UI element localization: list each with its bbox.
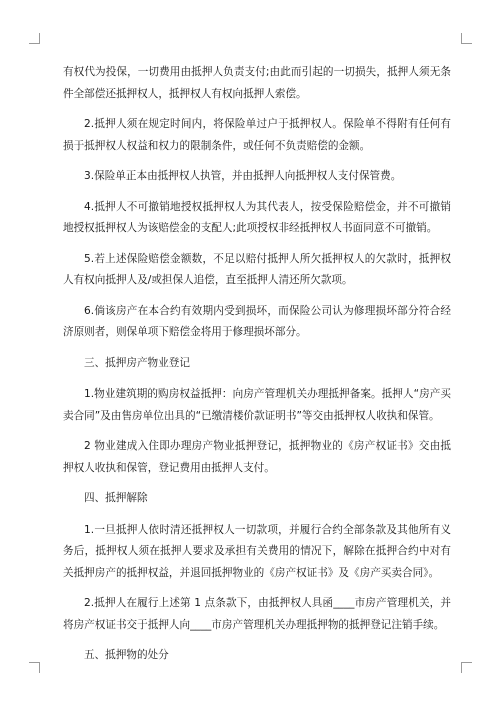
paragraph-irrevocable-authorization: 4.抵押人不可撤销地授权抵押权人为其代表人，按受保险赔偿金，并不可撤销地授权抵押权人为该赔偿金的支配人;此项授权非经抵押权人书面同意不可撤销。	[63, 200, 451, 234]
paragraph-damage-repair: 6.倘该房产在本合约有效期内受到损坏，而保险公司认为修理损坏部分符合经济原则者，则保单项下赔偿金将用于修理损坏部分。	[63, 304, 451, 338]
crop-mark-bottom-left	[29, 662, 40, 673]
paragraph-completed-property-registration: 2 物业建成入住即办理房产物业抵押登记，抵押物业的《房产权证书》交由抵押权人收执和保管，登记费用由抵押人支付。	[63, 440, 451, 474]
section-heading-release: 四、抵押解除	[84, 492, 148, 504]
paragraph-insurance-proxy: 有权代为投保，一切费用由抵押人负责支付;由此而引起的一切损失，抵押人须无条件全部偿还抵押权人，抵押权人有权向抵押人索偿。	[63, 66, 451, 100]
section-heading-disposal: 五、抵押物的处分	[84, 649, 169, 661]
paragraph-shortfall-recourse: 5.若上述保险赔偿金额数，不足以赔付抵押人所欠抵押权人的欠款时，抵押权人有权向抵押人及/或担保人追偿，直至抵押人清还所欠款项。	[63, 252, 451, 286]
document-body	[63, 62, 451, 677]
paragraph-construction-period-mortgage: 1.物业建筑期的购房权益抵押：向房产管理机关办理抵押备案。抵押人“房产买卖合同”及由售房单位出具的“已缴清楼价款证明书”等交由抵押权人收执和保管。	[63, 388, 451, 422]
paragraph-policy-custody: 3.保险单正本由抵押权人执管，并由抵押人向抵押权人支付保管费。	[84, 170, 402, 182]
crop-mark-top-left	[29, 33, 40, 44]
paragraph-deregistration: 2.抵押人在履行上述第 1 点条款下，由抵押权人具函____市房产管理机关，并将房产权证书交于抵押人向____市房产管理机关办理抵押物的抵押登记注销手续。	[63, 597, 451, 631]
paragraph-release-conditions: 1.一旦抵押人依时清还抵押权人一切款项，并履行合约全部条款及其他所有义务后，抵押权人须在抵押人要求及承担有关费用的情况下，解除在抵押合约中对有关抵押房产的抵押权益，并退回抵押物业的《房产权证书》及《房产买卖合同》。	[63, 523, 451, 579]
crop-mark-top-right	[461, 33, 472, 44]
paragraph-policy-transfer: 2.抵押人须在规定时间内，将保险单过户于抵押权人。保险单不得附有任何有损于抵押权人权益和权力的限制条件，或任何不负责赔偿的金额。	[63, 118, 451, 152]
crop-mark-bottom-right	[461, 662, 472, 673]
section-heading-registration: 三、抵押房产物业登记	[84, 356, 190, 369]
